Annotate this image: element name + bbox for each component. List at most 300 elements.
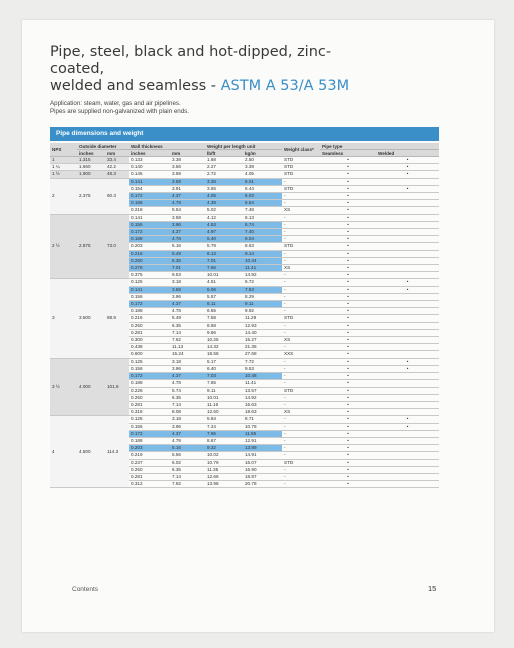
cell-weight-class: STD (282, 185, 320, 192)
cell-wall-inches: 0.250 (129, 466, 170, 473)
cell-lbft: 5.17 (205, 358, 243, 365)
cell-seamless: • (320, 308, 376, 315)
cell-wall-inches: 0.281 (129, 401, 170, 408)
cell-wall-mm: 7.14 (170, 473, 205, 480)
cell-kgm: 12.91 (243, 437, 282, 444)
cell-wall-inches: 0.281 (129, 473, 170, 480)
title-standard: ASTM A 53/A 53M (220, 78, 350, 94)
title-line-2 (50, 78, 380, 95)
cell-welded (376, 452, 439, 459)
cell-wall-mm: 8.08 (170, 409, 205, 416)
title-line-2-text: welded and seamless - (50, 78, 221, 94)
header-wall-mm: mm (170, 150, 205, 157)
cell-wall-inches: 0.154 (129, 185, 170, 192)
cell-nps: 1 (50, 157, 77, 164)
cell-weight-class: - (282, 279, 320, 286)
cell-kgm: 16.90 (243, 466, 282, 473)
cell-seamless: • (320, 466, 376, 473)
cell-seamless: • (320, 445, 376, 452)
cell-lbft: 14.32 (205, 344, 243, 351)
cell-weight-class: XS (282, 265, 320, 272)
cell-wall-mm: 6.35 (170, 322, 205, 329)
cell-weight-class: XS (282, 207, 320, 214)
cell-lbft: 10.25 (205, 337, 243, 344)
table-row (50, 178, 439, 185)
cell-kgm: 8.63 (243, 243, 282, 250)
cell-lbft: 13.98 (205, 481, 243, 488)
cell-welded (376, 394, 439, 401)
cell-lbft: 10.79 (205, 459, 243, 466)
header-pipe-type: Pipe type (320, 143, 439, 150)
cell-wall-mm: 3.18 (170, 416, 205, 423)
cell-lbft: 7.03 (205, 373, 243, 380)
cell-seamless: • (320, 344, 376, 351)
cell-lbft: 5.06 (205, 286, 243, 293)
table-row (50, 157, 439, 164)
cell-kgm: 2.50 (243, 157, 282, 164)
cell-lbft: 4.12 (205, 214, 243, 221)
cell-wall-mm: 4.78 (170, 380, 205, 387)
cell-seamless: • (320, 337, 376, 344)
cell-lbft: 6.13 (205, 250, 243, 257)
cell-wall-inches: 0.141 (129, 286, 170, 293)
cell-wall-mm: 4.37 (170, 373, 205, 380)
cell-seamless: • (320, 185, 376, 192)
cell-weight-class: STD (282, 387, 320, 394)
cell-lbft: 4.51 (205, 279, 243, 286)
cell-od-inches: 2.375 (77, 178, 105, 214)
cell-welded (376, 387, 439, 394)
cell-weight-class: - (282, 452, 320, 459)
cell-kgm: 10.48 (243, 373, 282, 380)
cell-welded (376, 301, 439, 308)
cell-wall-mm: 3.96 (170, 423, 205, 430)
cell-seamless: • (320, 236, 376, 243)
cell-wall-mm: 9.53 (170, 272, 205, 279)
cell-seamless: • (320, 329, 376, 336)
cell-wall-inches: 0.300 (129, 337, 170, 344)
cell-welded (376, 214, 439, 221)
cell-weight-class: STD (282, 459, 320, 466)
cell-nps: 2 ½ (50, 214, 77, 279)
cell-weight-class: - (282, 445, 320, 452)
header-od-inches: inches (77, 150, 105, 157)
cell-weight-class: - (282, 286, 320, 293)
cell-lbft: 7.24 (205, 423, 243, 430)
cell-kgm: 5.44 (243, 185, 282, 192)
cell-wall-inches: 0.188 (129, 200, 170, 207)
cell-weight-class: - (282, 401, 320, 408)
cell-kgm: 14.40 (243, 329, 282, 336)
cell-lbft: 6.40 (205, 365, 243, 372)
cell-welded (376, 293, 439, 300)
table-section-band: Pipe dimensions and weight (50, 127, 439, 141)
header-nps: NPS (50, 143, 77, 157)
cell-wall-inches: 0.375 (129, 272, 170, 279)
cell-od-mm: 33.4 (105, 157, 129, 164)
cell-lbft: 5.40 (205, 236, 243, 243)
cell-nps: 1 ¼ (50, 164, 77, 171)
cell-kgm: 10.78 (243, 423, 282, 430)
cell-kgm: 13.89 (243, 445, 282, 452)
cell-wall-inches: 0.250 (129, 322, 170, 329)
cell-wall-mm: 3.38 (170, 157, 205, 164)
cell-kgm: 8.29 (243, 293, 282, 300)
cell-kgm: 7.53 (243, 286, 282, 293)
cell-wall-mm: 3.18 (170, 358, 205, 365)
cell-seamless: • (320, 265, 376, 272)
cell-wall-inches: 0.141 (129, 214, 170, 221)
cell-wall-mm: 5.16 (170, 243, 205, 250)
cell-wall-inches: 0.276 (129, 265, 170, 272)
cell-seamless: • (320, 481, 376, 488)
cell-seamless: • (320, 473, 376, 480)
cell-seamless: • (320, 409, 376, 416)
cell-kgm: 16.63 (243, 401, 282, 408)
cell-lbft: 6.11 (205, 301, 243, 308)
cell-seamless: • (320, 250, 376, 257)
cell-od-mm: 48.3 (105, 171, 129, 178)
cell-wall-mm: 4.37 (170, 430, 205, 437)
table-row (50, 214, 439, 221)
cell-kgm: 13.57 (243, 387, 282, 394)
cell-wall-inches: 0.250 (129, 257, 170, 264)
page-title (50, 44, 380, 95)
cell-welded (376, 207, 439, 214)
cell-seamless: • (320, 358, 376, 365)
cell-weight-class: XS (282, 337, 320, 344)
cell-wall-inches: 0.438 (129, 344, 170, 351)
cell-wall-inches: 0.172 (129, 229, 170, 236)
cell-od-inches: 1.900 (77, 171, 105, 178)
cell-od-mm: 88.9 (105, 279, 129, 358)
cell-weight-class: XS (282, 409, 320, 416)
cell-seamless: • (320, 221, 376, 228)
cell-weight-class: - (282, 394, 320, 401)
cell-seamless: • (320, 214, 376, 221)
cell-weight-class: - (282, 272, 320, 279)
cell-wall-inches: 0.156 (129, 365, 170, 372)
cell-wall-mm: 3.96 (170, 221, 205, 228)
cell-wall-mm: 3.96 (170, 365, 205, 372)
cell-weight-class: - (282, 257, 320, 264)
cell-wall-mm: 3.91 (170, 185, 205, 192)
cell-wall-inches: 0.226 (129, 387, 170, 394)
subtitle (50, 100, 370, 116)
cell-welded: • (376, 358, 439, 365)
cell-welded (376, 466, 439, 473)
cell-lbft: 9.66 (205, 329, 243, 336)
header-wall-thickness: Wall thickness (129, 143, 205, 150)
cell-nps: 2 (50, 178, 77, 214)
cell-wall-mm: 4.78 (170, 200, 205, 207)
cell-weight-class: - (282, 250, 320, 257)
cell-seamless: • (320, 437, 376, 444)
cell-wall-mm: 6.02 (170, 459, 205, 466)
cell-wall-inches: 0.203 (129, 445, 170, 452)
cell-od-mm: 73.0 (105, 214, 129, 279)
cell-lbft: 7.95 (205, 430, 243, 437)
cell-od-inches: 2.875 (77, 214, 105, 279)
cell-lbft: 3.65 (205, 185, 243, 192)
cell-wall-mm: 4.37 (170, 193, 205, 200)
application-text: Application: steam, water, gas and air pipelines. (50, 100, 181, 107)
cell-wall-inches: 0.125 (129, 358, 170, 365)
cell-wall-inches: 0.133 (129, 157, 170, 164)
cell-kgm: 11.41 (243, 265, 282, 272)
cell-wall-mm: 3.68 (170, 171, 205, 178)
cell-lbft: 5.84 (205, 416, 243, 423)
cell-weight-class: - (282, 373, 320, 380)
cell-od-mm: 42.2 (105, 164, 129, 171)
cell-wall-inches: 0.172 (129, 430, 170, 437)
cell-lbft: 8.68 (205, 322, 243, 329)
cell-welded (376, 373, 439, 380)
cell-lbft: 7.01 (205, 257, 243, 264)
header-lbft: lb/ft (205, 150, 243, 157)
cell-welded: • (376, 157, 439, 164)
cell-welded (376, 401, 439, 408)
cell-wall-mm: 6.35 (170, 466, 205, 473)
cell-wall-inches: 0.203 (129, 243, 170, 250)
cell-seamless: • (320, 452, 376, 459)
cell-weight-class: STD (282, 243, 320, 250)
cell-wall-mm: 3.56 (170, 164, 205, 171)
cell-weight-class: - (282, 236, 320, 243)
cell-lbft: 11.35 (205, 466, 243, 473)
header-od-mm: mm (105, 150, 129, 157)
cell-welded (376, 430, 439, 437)
cell-welded: • (376, 416, 439, 423)
cell-od-mm: 114.3 (105, 416, 129, 488)
cell-wall-inches: 0.216 (129, 250, 170, 257)
cell-lbft: 1.68 (205, 157, 243, 164)
cell-weight-class: - (282, 437, 320, 444)
cell-wall-inches: 0.188 (129, 437, 170, 444)
cell-seamless: • (320, 171, 376, 178)
cell-welded (376, 473, 439, 480)
cell-wall-mm: 4.37 (170, 229, 205, 236)
cell-welded (376, 437, 439, 444)
cell-lbft: 7.66 (205, 265, 243, 272)
cell-wall-mm: 11.13 (170, 344, 205, 351)
cell-weight-class: - (282, 481, 320, 488)
cell-kgm: 8.04 (243, 236, 282, 243)
cell-wall-inches: 0.312 (129, 481, 170, 488)
cell-wall-inches: 0.156 (129, 221, 170, 228)
cell-lbft: 7.58 (205, 315, 243, 322)
cell-weight-class: - (282, 322, 320, 329)
cell-lbft: 12.50 (205, 409, 243, 416)
cell-seamless: • (320, 394, 376, 401)
cell-kgm: 11.41 (243, 380, 282, 387)
cell-kgm: 18.87 (243, 473, 282, 480)
cell-wall-inches: 0.145 (129, 171, 170, 178)
cell-lbft: 9.32 (205, 445, 243, 452)
cell-wall-inches: 0.250 (129, 394, 170, 401)
cell-lbft: 2.27 (205, 164, 243, 171)
cell-welded (376, 200, 439, 207)
cell-welded (376, 272, 439, 279)
cell-nps: 1 ½ (50, 171, 77, 178)
title-line-1: Pipe, steel, black and hot-dipped, zinc-coated, (50, 44, 332, 77)
cell-welded (376, 409, 439, 416)
cell-seamless: • (320, 351, 376, 358)
cell-weight-class: - (282, 430, 320, 437)
cell-weight-class: - (282, 423, 320, 430)
cell-kgm: 14.92 (243, 272, 282, 279)
cell-kgm: 14.91 (243, 452, 282, 459)
cell-kgm: 10.44 (243, 257, 282, 264)
cell-seamless: • (320, 257, 376, 264)
cell-welded (376, 250, 439, 257)
cell-kgm: 7.40 (243, 229, 282, 236)
cell-weight-class: - (282, 214, 320, 221)
cell-lbft: 8.67 (205, 437, 243, 444)
cell-wall-inches: 0.172 (129, 193, 170, 200)
cell-wall-inches: 0.156 (129, 423, 170, 430)
cell-seamless: • (320, 293, 376, 300)
cell-wall-inches: 0.188 (129, 308, 170, 315)
cell-lbft: 3.36 (205, 178, 243, 185)
cell-lbft: 10.01 (205, 272, 243, 279)
cell-wall-mm: 4.37 (170, 301, 205, 308)
cell-wall-mm: 3.96 (170, 293, 205, 300)
table-row (50, 279, 439, 286)
cell-wall-inches: 0.188 (129, 380, 170, 387)
cell-welded (376, 351, 439, 358)
cell-wall-inches: 0.237 (129, 459, 170, 466)
cell-wall-mm: 3.18 (170, 279, 205, 286)
cell-kgm: 9.92 (243, 308, 282, 315)
cell-od-mm: 101.6 (105, 358, 129, 416)
cell-welded (376, 308, 439, 315)
cell-weight-class: - (282, 473, 320, 480)
cell-seamless: • (320, 365, 376, 372)
cell-seamless: • (320, 272, 376, 279)
page-number: 15 (428, 584, 437, 593)
cell-kgm: 20.78 (243, 481, 282, 488)
cell-wall-mm: 3.58 (170, 214, 205, 221)
cell-kgm: 6.74 (243, 221, 282, 228)
cell-lbft: 5.02 (205, 207, 243, 214)
cell-seamless: • (320, 322, 376, 329)
header-outside-diameter: Outside diameter (77, 143, 129, 150)
cell-wall-mm: 3.58 (170, 178, 205, 185)
cell-welded: • (376, 286, 439, 293)
cell-weight-class: XXS (282, 351, 320, 358)
cell-wall-inches: 0.188 (129, 236, 170, 243)
cell-od-inches: 1.315 (77, 157, 105, 164)
cell-seamless: • (320, 286, 376, 293)
header-weight-class: Weight class* (282, 143, 320, 157)
cell-weight-class: STD (282, 315, 320, 322)
cell-lbft: 4.39 (205, 200, 243, 207)
cell-weight-class: - (282, 466, 320, 473)
cell-wall-inches: 0.141 (129, 178, 170, 185)
cell-wall-inches: 0.219 (129, 452, 170, 459)
cell-welded (376, 329, 439, 336)
cell-weight-class: STD (282, 171, 320, 178)
cell-welded: • (376, 279, 439, 286)
header-seamless: Seamless (320, 150, 376, 157)
cell-seamless: • (320, 416, 376, 423)
cell-nps: 4 (50, 416, 77, 488)
cell-welded (376, 178, 439, 185)
cell-kgm: 8.71 (243, 416, 282, 423)
cell-lbft: 12.66 (205, 473, 243, 480)
cell-weight-class: - (282, 308, 320, 315)
header-wall-inches: inches (129, 150, 170, 157)
cell-seamless: • (320, 430, 376, 437)
cell-welded (376, 229, 439, 236)
cell-wall-mm: 5.49 (170, 250, 205, 257)
cell-lbft: 2.72 (205, 171, 243, 178)
table-row (50, 416, 439, 423)
cell-kgm: 5.01 (243, 178, 282, 185)
table-row (50, 358, 439, 365)
footer-contents-link[interactable]: Contents (72, 586, 99, 593)
cell-kgm: 6.13 (243, 214, 282, 221)
cell-wall-mm: 15.24 (170, 351, 205, 358)
cell-wall-mm: 7.62 (170, 337, 205, 344)
cell-wall-mm: 6.35 (170, 257, 205, 264)
cell-kgm: 21.35 (243, 344, 282, 351)
cell-od-inches: 4.500 (77, 416, 105, 488)
cell-wall-inches: 0.218 (129, 207, 170, 214)
cell-weight-class: - (282, 344, 320, 351)
cell-weight-class: - (282, 380, 320, 387)
cell-wall-inches: 0.172 (129, 373, 170, 380)
cell-wall-inches: 0.281 (129, 329, 170, 336)
cell-lbft: 4.05 (205, 193, 243, 200)
cell-lbft: 5.57 (205, 293, 243, 300)
cell-seamless: • (320, 423, 376, 430)
cell-weight-class: - (282, 365, 320, 372)
cell-kgm: 12.93 (243, 322, 282, 329)
cell-welded: • (376, 185, 439, 192)
cell-weight-class: - (282, 301, 320, 308)
cell-seamless: • (320, 193, 376, 200)
cell-wall-mm: 5.74 (170, 387, 205, 394)
cell-wall-mm: 4.78 (170, 236, 205, 243)
cell-weight-class: - (282, 221, 320, 228)
header-row-2 (50, 150, 439, 157)
cell-lbft: 18.58 (205, 351, 243, 358)
cell-kgm: 15.27 (243, 337, 282, 344)
cell-wall-mm: 4.78 (170, 437, 205, 444)
cell-seamless: • (320, 229, 376, 236)
cell-welded: • (376, 171, 439, 178)
cell-seamless: • (320, 200, 376, 207)
cell-seamless: • (320, 207, 376, 214)
cell-wall-inches: 0.172 (129, 301, 170, 308)
header-weight-per-length: Weight per length unit (205, 143, 282, 150)
cell-nps: 3 (50, 279, 77, 358)
cell-kgm: 4.05 (243, 171, 282, 178)
cell-welded (376, 445, 439, 452)
cell-kgm: 7.48 (243, 207, 282, 214)
cell-welded (376, 459, 439, 466)
cell-od-inches: 1.660 (77, 164, 105, 171)
cell-seamless: • (320, 279, 376, 286)
cell-kgm: 7.72 (243, 358, 282, 365)
cell-welded (376, 221, 439, 228)
cell-kgm: 11.29 (243, 315, 282, 322)
cell-welded (376, 236, 439, 243)
cell-kgm: 16.07 (243, 459, 282, 466)
supply-text: Pipes are supplied non-galvanized with plain ends. (50, 108, 189, 115)
